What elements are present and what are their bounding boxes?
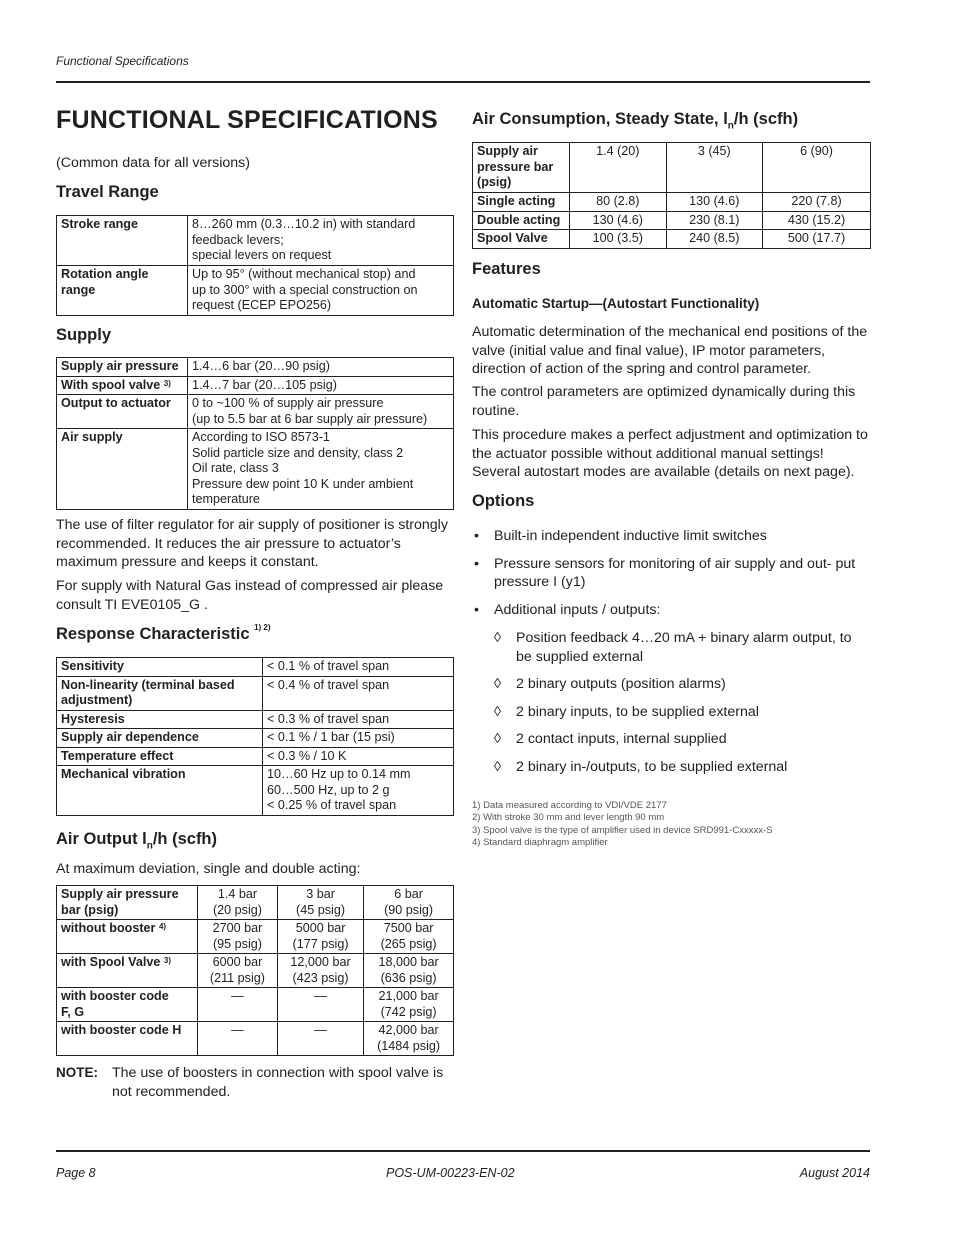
table-value: 1.4…6 bar (20…90 psig) <box>188 358 454 377</box>
cell-line: 12,000 bar <box>290 955 351 969</box>
table-value: < 0.3 % of travel span <box>263 710 454 729</box>
table-key: Temperature effect <box>57 747 263 766</box>
cell-line: (20 psig) <box>212 902 262 917</box>
key-line: Rotation angle <box>61 267 149 281</box>
footnote-ref: 3) <box>163 378 171 388</box>
cell-line: (95 psig) <box>212 936 262 951</box>
supply-table <box>56 357 454 510</box>
value-line: request (ECEP EPO256) <box>192 298 332 312</box>
key-text: with Spool Valve <box>61 955 161 969</box>
supply-heading: Supply <box>56 326 112 344</box>
table-cell <box>364 954 454 988</box>
list-item <box>472 601 871 777</box>
table-key <box>57 920 198 954</box>
key-line: F, G <box>61 1004 85 1019</box>
heading-text: Air Consumption, Steady State, l <box>472 110 728 128</box>
table-key: Double acting <box>473 211 570 230</box>
table-row <box>57 358 454 377</box>
table-row <box>57 1022 454 1056</box>
table-key: Sensitivity <box>57 658 263 677</box>
table-cell: 100 (3.5) <box>570 230 667 249</box>
table-cell <box>198 920 278 954</box>
list-item <box>472 527 871 546</box>
cell-line: (423 psig) <box>292 970 349 985</box>
table-value <box>263 766 454 816</box>
bullet-icon: • <box>474 555 479 572</box>
value-line: 10…60 Hz up to 0.14 mm <box>267 767 411 781</box>
travel-range-table <box>56 215 454 316</box>
footer-rule <box>56 1150 870 1152</box>
page-title: FUNCTIONAL SPECIFICATIONS <box>56 106 438 134</box>
heading-subscript: n <box>146 840 153 852</box>
table-row <box>57 376 454 395</box>
value-line: special levers on request <box>192 248 332 262</box>
table-cell <box>364 1022 454 1056</box>
table-row <box>473 193 871 212</box>
value-line: 0 to ~100 % of supply air pressure <box>192 396 384 410</box>
list-item-text: Additional inputs / outputs: <box>494 601 661 618</box>
supply-paragraph-2: For supply with Natural Gas instead of compressed air please consult TI EVE0105_G . <box>56 578 444 613</box>
cell-line: 2700 bar <box>212 921 263 935</box>
table-value <box>188 395 454 429</box>
response-heading <box>56 625 271 644</box>
autostart-subheading: Automatic Startup—(Autostart Functionality) <box>472 296 760 311</box>
table-cell: 130 (4.6) <box>666 193 763 212</box>
options-list <box>472 527 871 785</box>
cell-line: 18,000 bar <box>378 955 439 969</box>
table-key <box>57 954 198 988</box>
cell-line: 42,000 bar <box>378 1023 439 1037</box>
table-header-cell: 6 (90) <box>763 143 871 193</box>
consumption-table <box>472 142 871 249</box>
table-cell: 230 (8.1) <box>666 211 763 230</box>
cell-line: 21,000 bar <box>378 989 439 1003</box>
table-header-cell: 1.4 (20) <box>570 143 667 193</box>
table-cell: 130 (4.6) <box>570 211 667 230</box>
table-value <box>188 266 454 316</box>
table-key: Air supply <box>57 429 188 510</box>
value-line: According to ISO 8573-1 <box>192 430 330 444</box>
table-header-cell <box>198 886 278 920</box>
key-line: with booster code <box>61 989 169 1003</box>
cell-line: 6000 bar <box>212 955 263 969</box>
diamond-icon: ◊ <box>494 703 502 720</box>
bullet-icon: • <box>474 528 479 544</box>
key-text: without booster <box>61 921 156 935</box>
value-line: Solid particle size and density, class 2 <box>192 445 404 460</box>
footnote: 2) With stroke 30 mm and lever length 90 mm <box>472 812 665 824</box>
key-line: pressure bar <box>477 159 554 174</box>
value-line: Up to 95° (without mechanical stop) and <box>192 267 416 281</box>
table-cell: — <box>277 1022 363 1056</box>
key-line: Supply air pressure <box>61 887 179 901</box>
table-value: < 0.1 % of travel span <box>263 658 454 677</box>
value-line: Oil rate, class 3 <box>192 461 279 475</box>
table-value: < 0.4 % of travel span <box>263 676 454 710</box>
features-heading: Features <box>472 260 541 278</box>
table-key: Supply air pressure <box>57 358 188 377</box>
cell-line: (177 psig) <box>292 936 349 951</box>
supply-paragraph-1: The use of filter regulator for air supply of positioner is strongly recommended. It reduces the air pressure to actuator’s maximum pressure and keeps it constant. <box>56 517 448 570</box>
table-row <box>57 710 454 729</box>
note-label: NOTE: <box>56 1065 98 1080</box>
note-text: The use of boosters in connection with spool valve is not recommended. <box>112 1065 444 1100</box>
table-cell: 240 (8.5) <box>666 230 763 249</box>
table-cell: — <box>277 988 363 1022</box>
list-item-text: Position feedback 4…20 mA + binary alarm output, to be supplied external <box>516 630 852 665</box>
table-header-cell <box>364 886 454 920</box>
table-cell <box>364 988 454 1022</box>
key-line: bar (psig) <box>61 902 119 917</box>
table-cell <box>364 920 454 954</box>
table-row <box>57 766 454 816</box>
table-row <box>57 729 454 748</box>
value-line: < 0.25 % of travel span <box>267 798 397 812</box>
value-line: temperature <box>192 492 260 506</box>
footnote: 3) Spool valve is the type of amplifier used in device SRD991-Cxxxxx-S <box>472 824 773 836</box>
cell-line: 6 bar <box>394 887 423 901</box>
table-key: Non-linearity (terminal based adjustment) <box>57 676 263 710</box>
table-cell: 430 (15.2) <box>763 211 871 230</box>
table-key <box>473 143 570 193</box>
list-item <box>472 675 871 694</box>
cell-line: 1.4 bar <box>217 887 258 901</box>
cell-line: (45 psig) <box>296 902 346 917</box>
table-row <box>57 954 454 988</box>
list-item <box>472 758 871 777</box>
list-item-text: 2 binary outputs (position alarms) <box>516 676 726 692</box>
footnote: 4) Standard diaphragm amplifier <box>472 836 608 848</box>
cell-line: 7500 bar <box>383 921 434 935</box>
common-note: (Common data for all versions) <box>56 155 250 171</box>
table-row <box>57 658 454 677</box>
header-rule <box>56 81 870 83</box>
table-header-cell <box>277 886 363 920</box>
footnote: 1) Data measured according to VDI/VDE 2177 <box>472 800 667 811</box>
heading-text: Response Characteristic <box>56 625 250 643</box>
table-cell: 500 (17.7) <box>763 230 871 249</box>
table-row <box>57 395 454 429</box>
table-row <box>57 676 454 710</box>
table-cell <box>277 920 363 954</box>
publication-date: August 2014 <box>799 1166 870 1180</box>
cell-line: (1484 psig) <box>377 1038 441 1053</box>
table-row <box>57 429 454 510</box>
features-paragraph-3: This procedure makes a perfect adjustment and optimization to the actuator possible without additional manual settings! Several autostart modes are available (details on next page). <box>472 427 868 480</box>
table-header-cell: 3 (45) <box>666 143 763 193</box>
air-output-intro: At maximum deviation, single and double acting: <box>56 861 361 877</box>
options-heading: Options <box>472 492 535 510</box>
key-line: (psig) <box>477 175 512 189</box>
table-row <box>57 266 454 316</box>
key-line: Supply air <box>477 144 538 158</box>
table-cell: — <box>198 1022 278 1056</box>
key-line: range <box>61 282 96 297</box>
table-row <box>57 747 454 766</box>
sub-options-list <box>472 629 871 776</box>
table-key: Single acting <box>473 193 570 212</box>
diamond-icon: ◊ <box>494 758 502 775</box>
air-output-table <box>56 885 454 1056</box>
value-line: up to 300° with a special construction on <box>192 282 418 297</box>
table-key: with booster code H <box>57 1022 198 1056</box>
document-number: POS-UM-00223-EN-02 <box>386 1166 515 1180</box>
table-row <box>473 230 871 249</box>
table-value <box>188 429 454 510</box>
note-block <box>56 1064 454 1101</box>
table-key: Output to actuator <box>57 395 188 429</box>
diamond-icon: ◊ <box>494 731 502 747</box>
diamond-icon: ◊ <box>494 676 502 692</box>
value-line: 60…500 Hz, up to 2 g <box>267 782 390 797</box>
table-key: Supply air dependence <box>57 729 263 748</box>
table-value <box>188 216 454 266</box>
list-item-text: Pressure sensors for monitoring of air supply and out- put pressure I (y1) <box>494 555 856 590</box>
bullet-icon: • <box>474 601 479 618</box>
heading-text: /h (scfh) <box>733 110 799 128</box>
value-line: 8…260 mm (0.3…10.2 in) with standard <box>192 217 416 231</box>
table-value: 1.4…7 bar (20…105 psig) <box>188 376 454 395</box>
cell-line: (211 psig) <box>209 970 265 985</box>
consumption-heading <box>472 110 798 131</box>
page-number: Page 8 <box>56 1166 96 1180</box>
table-row <box>57 886 454 920</box>
list-item-text: Built-in independent inductive limit switches <box>494 528 767 544</box>
list-item <box>472 703 871 722</box>
air-output-heading <box>56 830 217 851</box>
table-value: < 0.1 % / 1 bar (15 psi) <box>263 729 454 748</box>
running-header: Functional Specifications <box>56 54 189 68</box>
table-cell: — <box>198 988 278 1022</box>
cell-line: (636 psig) <box>380 970 437 985</box>
table-key: Stroke range <box>57 216 188 266</box>
table-key: Mechanical vibration <box>57 766 263 816</box>
table-row <box>57 216 454 266</box>
table-key: Spool Valve <box>473 230 570 249</box>
list-item <box>472 629 871 666</box>
list-item-text: 2 binary in-/outputs, to be supplied external <box>516 758 788 775</box>
footnote-ref: 4) <box>158 922 167 931</box>
table-key <box>57 886 198 920</box>
heading-text: /h (scfh) <box>152 830 218 848</box>
table-key: Hysteresis <box>57 710 263 729</box>
value-line: (up to 5.5 bar at 6 bar supply air pressure) <box>192 411 428 426</box>
table-row <box>473 143 871 193</box>
table-row <box>57 920 454 954</box>
table-cell: 80 (2.8) <box>570 193 667 212</box>
cell-line: (265 psig) <box>380 936 437 951</box>
heading-subscript: n <box>727 120 734 132</box>
list-item <box>472 730 871 749</box>
diamond-icon: ◊ <box>494 630 502 646</box>
table-row <box>57 988 454 1022</box>
value-line: Pressure dew point 10 K under ambient <box>192 476 414 491</box>
table-cell <box>198 954 278 988</box>
footnotes <box>472 800 772 849</box>
table-key <box>57 266 188 316</box>
list-item-text: 2 binary inputs, to be supplied external <box>516 703 759 720</box>
features-paragraph-1: Automatic determination of the mechanical end positions of the valve (initial value and final value), IP motor parameters, direction of action of the spring and control parameter. <box>472 324 868 377</box>
table-key <box>57 376 188 395</box>
travel-range-heading: Travel Range <box>56 183 159 201</box>
table-row <box>473 211 871 230</box>
table-cell: 220 (7.8) <box>763 193 871 212</box>
footnote-ref: 3) <box>163 956 171 965</box>
footnote-ref: 1) 2) <box>254 623 271 632</box>
cell-line: (742 psig) <box>380 1004 437 1019</box>
key-text: With spool valve <box>61 377 161 392</box>
list-item-text: 2 contact inputs, internal supplied <box>516 731 727 747</box>
cell-line: 5000 bar <box>295 921 346 935</box>
heading-text: Air Output l <box>56 830 147 848</box>
list-item <box>472 555 871 592</box>
features-paragraph-2: The control parameters are optimized dynamically during this routine. <box>472 384 856 419</box>
cell-line: (90 psig) <box>384 902 434 917</box>
table-key <box>57 988 198 1022</box>
value-line: feedback levers; <box>192 232 284 247</box>
response-table <box>56 657 454 816</box>
table-value: < 0.3 % / 10 K <box>263 747 454 766</box>
cell-line: 3 bar <box>306 887 335 901</box>
table-cell <box>277 954 363 988</box>
